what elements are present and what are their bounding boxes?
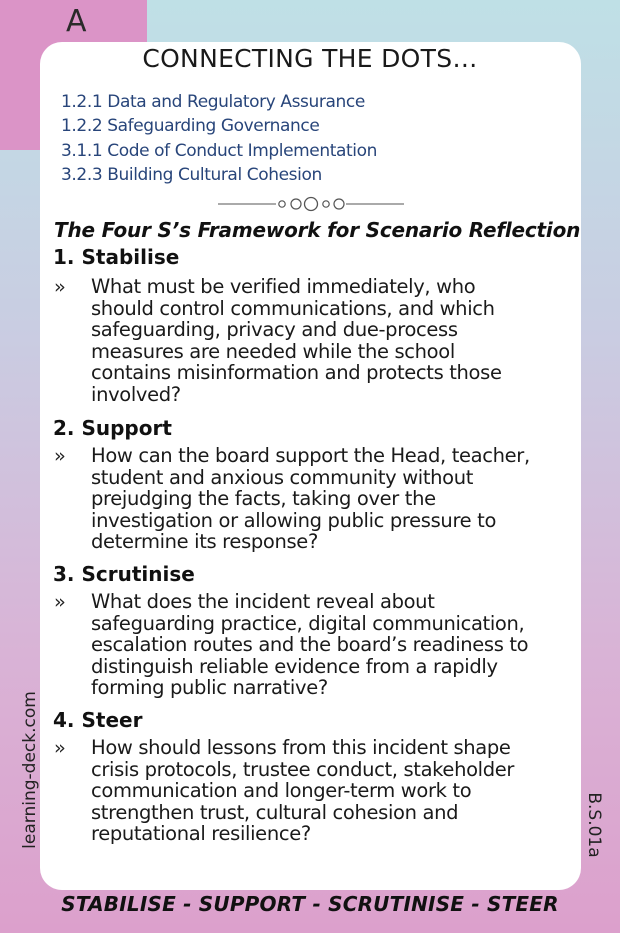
- question-line: student and anxious community without: [91, 465, 474, 489]
- card-title: CONNECTING THE DOTS…: [142, 44, 478, 73]
- ornamental-divider-icon: [218, 194, 404, 214]
- framework-title: The Four S’s Framework for Scenario Reflection: [54, 218, 581, 242]
- question-line: contains misinformation and protects those: [91, 361, 502, 384]
- corner-letter: A: [66, 4, 87, 39]
- question-steer: [91, 737, 514, 845]
- question-line: measures are needed while the school: [91, 339, 455, 363]
- footer-tagline: STABILISE - SUPPORT - SCRUTINISE - STEER: [61, 892, 559, 916]
- question-line: reputational resilience?: [91, 822, 311, 845]
- question-line: prejudging the facts, taking over the: [91, 487, 436, 510]
- question-line: crisis protocols, trustee conduct, stakeholder: [91, 757, 515, 781]
- reference-item: 1.2.1 Data and Regulatory Assurance: [61, 92, 365, 112]
- question-line: forming public narrative?: [91, 676, 328, 699]
- bullet-icon: »: [54, 276, 66, 298]
- question-line: communication and longer-term work to: [91, 779, 472, 802]
- bullet-icon: »: [54, 591, 66, 613]
- question-line: determine its response?: [91, 530, 318, 553]
- section-heading-scrutinise: 3. Scrutinise: [53, 562, 195, 586]
- question-line: escalation routes and the board’s readiness to: [91, 633, 529, 656]
- question-line: How should lessons from this incident shape: [91, 736, 511, 759]
- reference-item: 3.2.3 Building Cultural Cohesion: [61, 164, 322, 185]
- question-line: safeguarding, privacy and due-process: [91, 318, 458, 341]
- bullet-icon: »: [54, 737, 66, 759]
- website-label: learning-deck.com: [20, 691, 40, 849]
- question-line: What does the incident reveal about: [91, 590, 435, 613]
- question-support: [91, 445, 530, 553]
- question-scrutinise: [91, 591, 528, 699]
- reference-list: [61, 90, 377, 187]
- question-line: investigation or allowing public pressure to: [91, 508, 497, 532]
- card-code-label: B.S.01a: [584, 792, 604, 858]
- question-line: How can the board support the Head, teacher,: [91, 444, 530, 467]
- section-heading-stabilise: 1. Stabilise: [53, 245, 180, 269]
- section-heading-steer: 4. Steer: [53, 708, 143, 732]
- question-line: involved?: [91, 382, 181, 406]
- question-stabilise: [91, 276, 502, 405]
- question-line: strengthen trust, cultural cohesion and: [91, 800, 459, 824]
- question-line: should control communications, and which: [91, 296, 495, 320]
- section-heading-support: 2. Support: [53, 416, 172, 440]
- question-line: What must be verified immediately, who: [91, 275, 476, 298]
- reference-item: 3.1.1 Code of Conduct Implementation: [61, 140, 377, 161]
- bullet-icon: »: [54, 445, 66, 467]
- reference-item: 1.2.2 Safeguarding Governance: [61, 116, 320, 137]
- question-line: distinguish reliable evidence from a rapidly: [91, 654, 498, 678]
- question-line: safeguarding practice, digital communication,: [91, 611, 525, 635]
